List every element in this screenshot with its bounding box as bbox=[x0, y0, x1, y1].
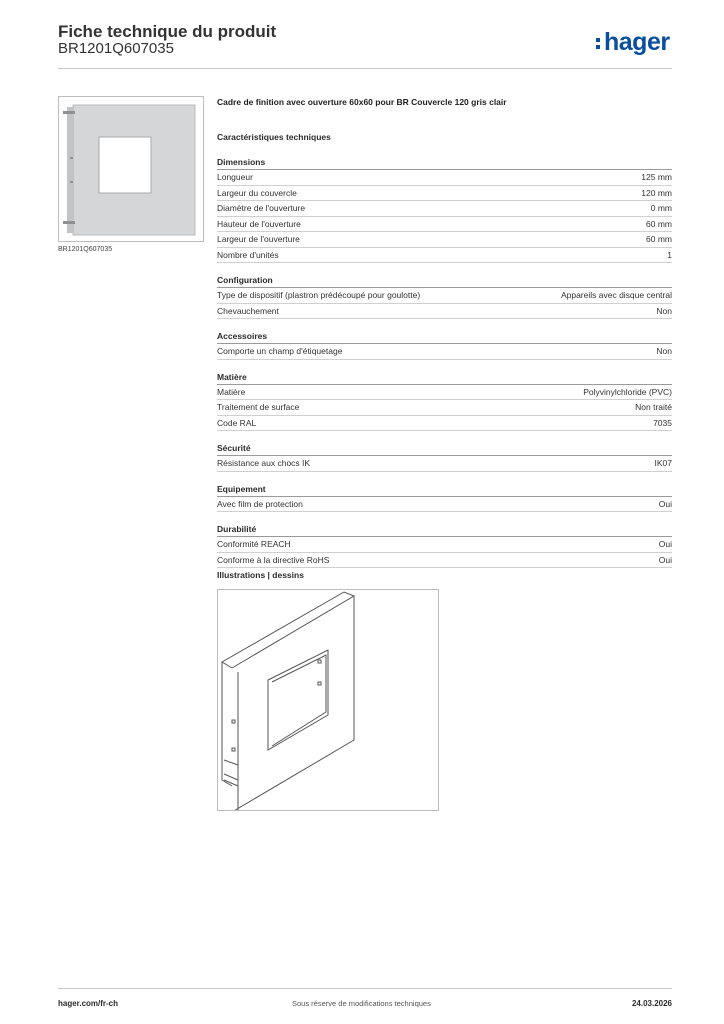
product-thumbnail bbox=[58, 96, 204, 242]
product-description: Cadre de finition avec ouverture 60x60 pour BR Couvercle 120 gris clair bbox=[217, 97, 507, 107]
spec-row bbox=[217, 304, 672, 320]
spec-label: Nombre d'unités bbox=[217, 249, 279, 260]
logo-text: hager bbox=[604, 28, 670, 56]
spec-label: Code RAL bbox=[217, 417, 257, 428]
spec-value: 60 mm bbox=[646, 234, 672, 244]
spec-label: Traitement de surface bbox=[217, 402, 300, 412]
spec-row bbox=[217, 416, 672, 432]
spec-value: 1 bbox=[667, 249, 672, 260]
product-photo-icon bbox=[59, 97, 203, 241]
spec-row bbox=[217, 288, 672, 304]
spec-value: IK07 bbox=[654, 458, 672, 468]
spec-group bbox=[217, 329, 672, 360]
spec-group-title: Accessoires bbox=[217, 329, 672, 344]
footer-divider bbox=[58, 988, 672, 989]
spec-group-title: Equipement bbox=[217, 482, 672, 497]
spec-label: Matière bbox=[217, 386, 246, 397]
hager-logo[interactable] bbox=[596, 28, 670, 57]
thumbnail-caption: BR1201Q607035 bbox=[58, 246, 113, 253]
spec-group-title: Sécurité bbox=[217, 441, 672, 456]
specs-heading: Caractéristiques techniques bbox=[217, 132, 331, 142]
spec-value: Oui bbox=[658, 539, 672, 549]
spec-group bbox=[217, 522, 672, 568]
spec-row bbox=[217, 385, 672, 401]
spec-label: Largeur de l'ouverture bbox=[217, 234, 300, 244]
spec-label: Conforme à la directive RoHS bbox=[217, 554, 330, 565]
spec-label: Largeur du couvercle bbox=[217, 187, 297, 198]
spec-label: Avec film de protection bbox=[217, 498, 303, 509]
spec-row bbox=[217, 400, 672, 416]
spec-group bbox=[217, 370, 672, 432]
spec-group bbox=[217, 482, 672, 513]
spec-group bbox=[217, 273, 672, 319]
spec-value: Non bbox=[656, 305, 672, 316]
spec-group-title: Durabilité bbox=[217, 522, 672, 537]
spec-row bbox=[217, 553, 672, 569]
spec-label: Conformité REACH bbox=[217, 539, 291, 549]
spec-value: 120 mm bbox=[641, 187, 672, 198]
spec-value: Oui bbox=[658, 498, 672, 509]
spec-label: Hauteur de l'ouverture bbox=[217, 218, 301, 229]
spec-group-title: Matière bbox=[217, 370, 672, 385]
page-title: Fiche technique du produit bbox=[58, 22, 277, 41]
spec-group bbox=[217, 441, 672, 472]
footer-disclaimer: Sous réserve de modifications techniques bbox=[292, 999, 431, 1008]
product-reference: BR1201Q607035 bbox=[58, 40, 174, 57]
spec-row bbox=[217, 201, 672, 217]
footer-date: 24.03.2026 bbox=[631, 999, 672, 1008]
spec-row bbox=[217, 186, 672, 202]
spec-row bbox=[217, 232, 672, 248]
spec-label: Comporte un champ d'étiquetage bbox=[217, 346, 343, 356]
spec-value: 125 mm bbox=[641, 172, 672, 182]
spec-value: 7035 bbox=[653, 417, 672, 428]
illustrations-title: Illustrations | dessins bbox=[217, 570, 304, 580]
spec-label: Diamètre de l'ouverture bbox=[217, 203, 306, 213]
logo-dots-icon bbox=[596, 35, 602, 51]
spec-label: Résistance aux chocs IK bbox=[217, 458, 311, 468]
footer-website-link[interactable]: hager.com/fr-ch bbox=[58, 999, 119, 1008]
spec-label: Longueur bbox=[217, 172, 253, 182]
spec-value: 60 mm bbox=[646, 218, 672, 229]
spec-value: 0 mm bbox=[650, 203, 672, 213]
spec-value: Non bbox=[656, 346, 672, 356]
technical-specs bbox=[217, 131, 672, 578]
spec-row bbox=[217, 170, 672, 186]
spec-group-title: Configuration bbox=[217, 273, 672, 288]
spec-row bbox=[217, 344, 672, 360]
spec-value: Oui bbox=[658, 554, 672, 565]
spec-value: Appareils avec disque central bbox=[560, 290, 672, 300]
spec-row bbox=[217, 217, 672, 233]
spec-row bbox=[217, 497, 672, 513]
spec-value: Polyvinylchloride (PVC) bbox=[583, 386, 672, 397]
spec-group bbox=[217, 155, 672, 263]
spec-value: Non traité bbox=[635, 402, 672, 412]
spec-group-title: Dimensions bbox=[217, 155, 672, 170]
spec-row bbox=[217, 248, 672, 264]
spec-row bbox=[217, 456, 672, 472]
header-divider bbox=[58, 68, 672, 69]
illustration-drawing bbox=[217, 589, 439, 811]
spec-row bbox=[217, 537, 672, 553]
line-drawing-icon bbox=[218, 590, 438, 810]
spec-label: Type de dispositif (plastron prédécoupé pour goulotte) bbox=[217, 290, 421, 300]
spec-label: Chevauchement bbox=[217, 305, 279, 316]
spec-groups bbox=[217, 155, 672, 568]
